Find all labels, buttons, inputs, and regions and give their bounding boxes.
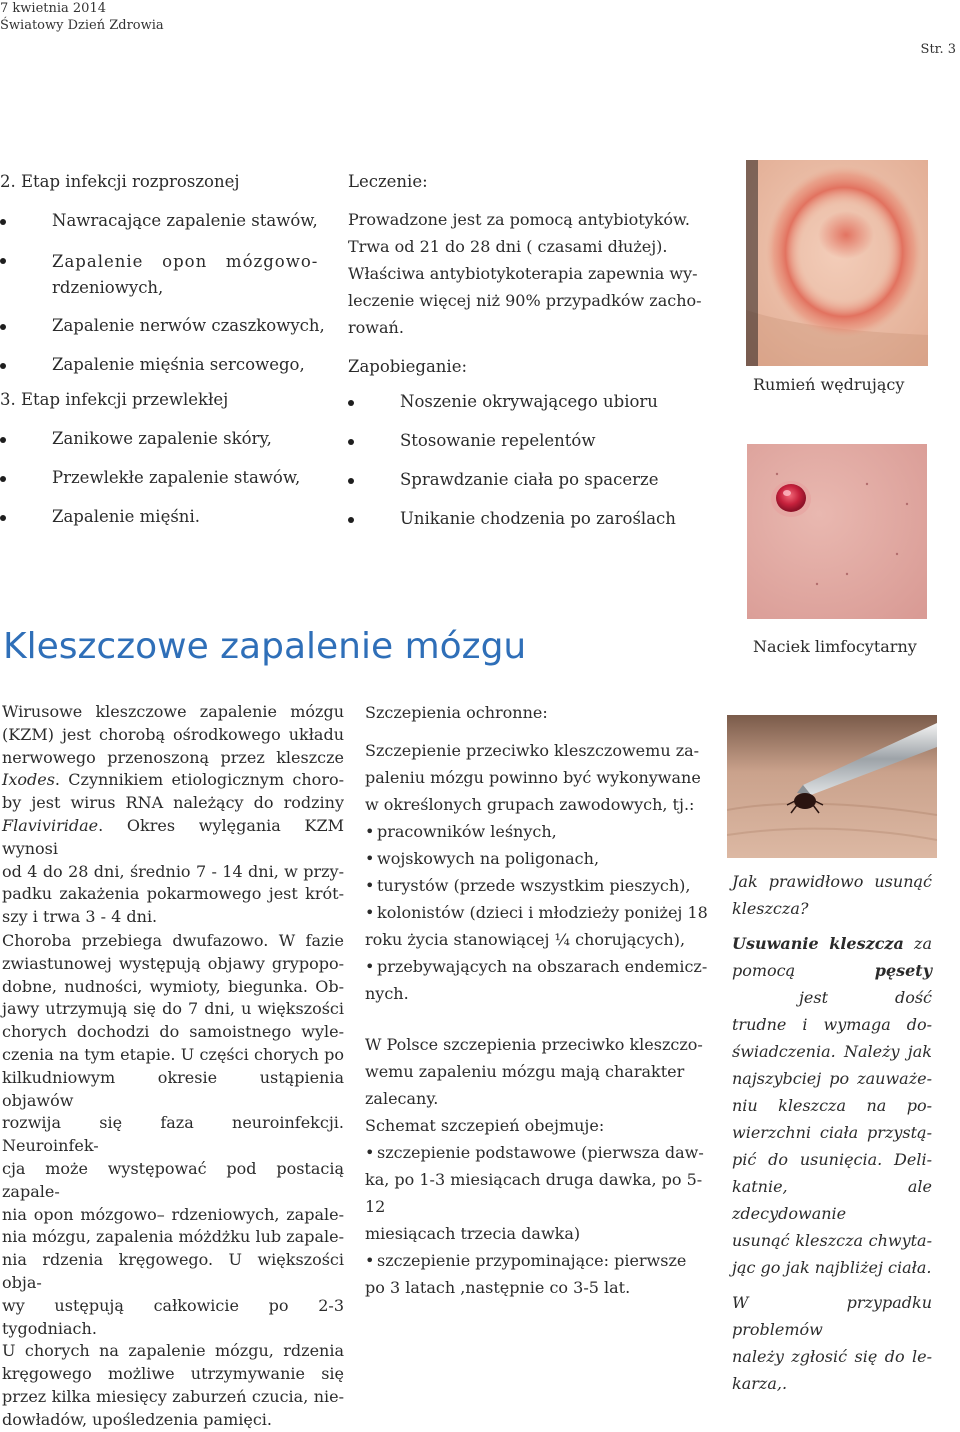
list-item: Sprawdzanie ciała po spacerze	[348, 469, 718, 508]
list-item: • turystów (przede wszystkim pieszych),	[365, 872, 710, 899]
bullet-icon	[0, 437, 6, 443]
bullet-icon	[348, 400, 354, 406]
list-item: Zapalenie opon mózgowo- rdzeniowych,	[0, 249, 330, 315]
bullet-icon	[348, 517, 354, 523]
bullet-icon	[0, 515, 6, 521]
intro-paragraph-1: Wirusowe kleszczowe zapalenie mózgu (KZM) jest chorobą ośrodkowego układu nerwowego przenoszoną przez kleszcze Ixodes. Czynnikiem etiologicznym choro- by jest wirus RNA należący do rodziny Flaviviridae. Okres wylęgania KZM wynosi od 4 do 28 dni, średnio 7 - 14 dni, w przy- padku zakażenia pokarmowego jest krót- szy i trwa 3 - 4 dni.	[2, 702, 344, 927]
list-item: Noszenie okrywającego ubioru	[348, 391, 718, 430]
list-item: Zapalenie mięśni.	[0, 506, 330, 545]
tweezers-photo	[727, 715, 937, 858]
header-date: 7 kwietnia 2014	[0, 1, 106, 16]
list-item: Przewlekłe zapalenie stawów,	[0, 467, 330, 506]
list-item: Zapalenie mięśnia sercowego,	[0, 354, 330, 393]
bullet-icon	[0, 476, 6, 482]
treatment-text: Prowadzone jest za pomocą antybiotyków. Trwa od 21 do 28 dni ( czasami dłużej). Właściwa antybiotykoterapia zapewnia wy- leczenie więcej niż 90% przypadków zacho- rowań.	[348, 210, 702, 337]
list-item: • szczepienie przypominające: pierwsze	[365, 1247, 710, 1274]
bullet-icon	[0, 324, 6, 330]
header-subtitle: Światowy Dzień Zdrowia	[0, 18, 164, 33]
stage3-list	[0, 428, 330, 545]
prevention-title: Zapobieganie:	[348, 357, 468, 376]
treatment-section	[348, 170, 718, 547]
vaccination-section	[365, 701, 710, 1301]
stage2-section	[0, 170, 330, 545]
list-item: • wojskowych na poligonach,	[365, 845, 710, 872]
list-item: • szczepienie podstawowe (pierwsza daw-	[365, 1139, 710, 1166]
list-item: • pracowników leśnych,	[365, 818, 710, 845]
rash-caption: Rumień wędrujący	[753, 375, 905, 394]
bullet-icon	[0, 363, 6, 369]
list-item: Unikanie chodzenia po zaroślach	[348, 508, 718, 547]
list-item: Stosowanie repelentów	[348, 430, 718, 469]
list-item: Zapalenie nerwów czaszkowych,	[0, 315, 330, 354]
list-item: Nawracające zapalenie stawów,	[0, 210, 330, 249]
bullet-icon	[348, 439, 354, 445]
bullet-icon	[0, 219, 6, 225]
treatment-title: Leczenie:	[348, 172, 428, 191]
list-item: • przebywających na obszarach endemicz-	[365, 953, 710, 980]
list-item: • kolonistów (dzieci i młodzieży poniżej 18	[365, 899, 710, 926]
poland-text: W Polsce szczepienia przeciwko kleszczo- wemu zapaleniu mózgu mają charakter zalecany. Schemat szczepień obejmuje: • szczepienie podstawowe (pierwsza daw- ka, po 1-3 miesiącach druga dawka, po 5-12 miesiącach trzecia dawka) • szczepienie przypominające: pierwsze po 3 latach ,następnie co 3-5 lat.	[365, 1031, 710, 1301]
stage2-title: 2. Etap infekcji rozproszonej	[0, 172, 240, 191]
bullet-icon	[0, 258, 6, 264]
prevention-list	[348, 391, 718, 547]
lymph-photo	[747, 444, 927, 619]
intro-paragraph-2: Choroba przebiega dwufazowo. W fazie zwiastunowej występują objawy grypopo- dobne, nudności, wymioty, biegunka. Ob- jawy utrzymują się do 7 dni, u większości chorych dochodzi do samoistnego wyle- czenia na tym etapie. U części chorych po kilkudniowym okresie ustąpienia objawów rozwija się faza neuroinfekcji. Neuroinfek- cja może występować pod postacią zapale- nia opon mózgowo– rdzeniowych, zapale- nia mózgu, zapalenia móżdżku lub zapale- nia rdzenia kręgowego. U większości obja- wy ustępują całkowicie po 2-3 tygodniach. U chorych na zapalenie mózgu, rdzenia kręgowego możliwe utrzymywanie się przez kilka miesięcy zaburzeń czucia, nie- dowładów, upośledzenia pamięci.	[2, 931, 344, 1429]
vaccination-text: Szczepienie przeciwko kleszczowemu za- paleniu mózgu powinno być wykonywane w określonych grupach zawodowych, tj.: • pracowników leśnych, • wojskowych na poligonach, • turystów (przede wszystkim pieszych), • kolonistów (dzieci i młodzieży poniżej 18 roku życia stanowiącej ¼ chorujących), • przebywających na obszarach endemicz- nych.	[365, 737, 710, 1007]
vaccination-title: Szczepienia ochronne:	[365, 703, 548, 722]
removal-section: Jak prawidłowo usunąć kleszcza? Usuwanie kleszcza za pomocą pęsety jest dość trudne i wymaga do- świadczenia. Należy jak najszybciej po zauważe- niu kleszcza na po- wierzchni ciała przystą- pić do usunięcia. Deli- katnie, ale zdecydowanie usunąć kleszcza chwyta- jąc go jak najbliżej ciała. W przypadku problemów należy zgłosić się do le- karza,.	[732, 872, 932, 1393]
page-number: Str. 3	[920, 42, 956, 57]
lymph-caption: Naciek limfocytarny	[753, 637, 917, 656]
rash-photo	[746, 160, 928, 366]
list-item: Zanikowe zapalenie skóry,	[0, 428, 330, 467]
stage2-list	[0, 210, 330, 393]
section-title: Kleszczowe zapalenie mózgu	[3, 626, 527, 667]
stage3-title: 3. Etap infekcji przewlekłej	[0, 390, 229, 409]
bullet-icon	[348, 478, 354, 484]
